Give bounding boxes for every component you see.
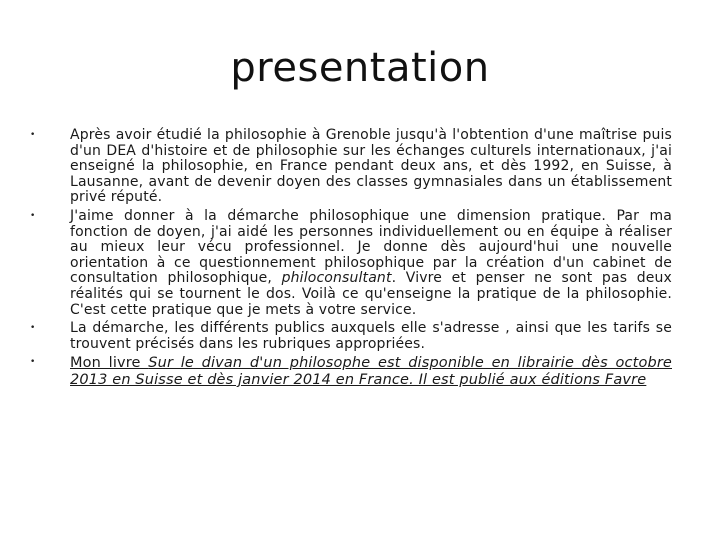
book-link-text[interactable]: Sur le divan d'un philosophe est disponible en librairie dès octobre 2013 en Suisse et dès janvier 2014 en France. Il est publié aux éditions Favre <box>70 355 672 388</box>
bullet-item-practice <box>30 209 672 318</box>
bullet-item-book <box>30 355 672 388</box>
philoconsultant-emphasis: philoconsultant <box>281 270 392 287</box>
slide-title: presentation <box>230 45 490 91</box>
bullet-item-rubriques <box>30 321 672 352</box>
bullet-text: La démarche, les différents publics auxquels elle s'adresse , ainsi que les tarifs se trouvent précisés dans les rubriques appropriées. <box>70 320 672 352</box>
bullet-text-before: J'aime donner à la démarche philosophique une dimension pratique. Par ma fonction de doyen, j'ai aidé les personnes individuellement ou en équipe à réaliser au mieux leur vécu professionnel. Je donne dès aujourd'hui une nouvelle orientation à ce questionnement philosophique par la création d'un cabinet de consultation philosophique, <box>70 207 672 287</box>
book-link-prefix: Mon livre <box>70 355 149 372</box>
bullet-icon: • <box>30 210 36 221</box>
bullet-text: Après avoir étudié la philosophie à Grenoble jusqu'à l'obtention d'une maîtrise puis d'un DEA d'histoire et de philosophie sur les échanges culturels internationaux, j'ai enseigné la philosophie, en France pendant deux ans, et dès 1992, en Suisse, à Lausanne, avant de devenir doyen des classes gymnasiales dans un établissement privé réputé. <box>70 127 672 206</box>
bullet-list <box>30 128 672 392</box>
book-link[interactable] <box>70 355 672 388</box>
bullet-text <box>70 208 672 318</box>
bullet-icon: • <box>30 323 36 334</box>
bullet-icon: • <box>30 357 36 368</box>
bullet-item-education <box>30 128 672 206</box>
bullet-icon: • <box>30 130 36 140</box>
bullet-text-after: . Vivre et penser ne sont pas deux réalités qui se tournent le dos. Voilà ce qu'enseigne la pratique de la philosophie. C'est cette pratique que je mets à votre service. <box>70 270 672 318</box>
